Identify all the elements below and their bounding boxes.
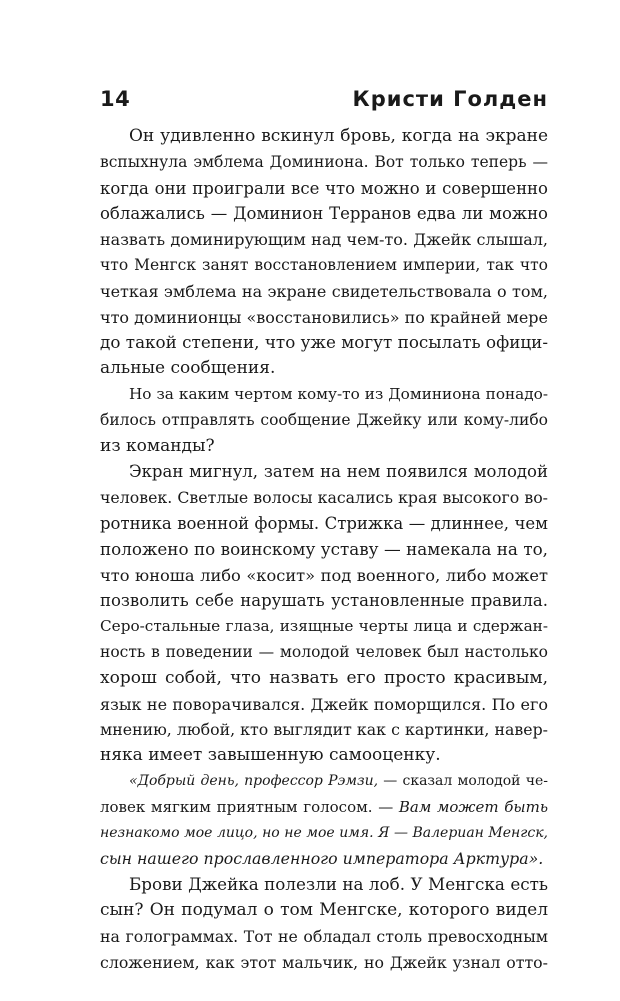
text-line: сын? Он подумал о том Менгске, которого видел — [100, 899, 548, 920]
text-line: назвать доминирующим над чем-то. Джейк слышал, — [100, 230, 548, 250]
text-line: Он удивленно вскинул бровь, когда на экране — [129, 126, 548, 146]
speech-roman: — сказал молодой че- — [378, 772, 548, 789]
page-number: 14 — [100, 87, 131, 111]
text-line: Серо-стальные глаза, изящные черты лица и сдержан- — [100, 617, 548, 636]
text-line: билось отправлять сообщение Джейку или кому-либо — [100, 410, 548, 429]
text-line: что Менгск занят восстановлением империи, так что — [100, 255, 548, 274]
text-line: облажались — Доминион Терранов едва ли можно — [100, 204, 548, 224]
text-line: на голограммах. Тот не обладал столь превосходным — [100, 926, 548, 946]
text-line: четкая эмблема на экране свидетельствовала о том, — [100, 281, 548, 301]
text-line: до такой степени, что уже могут посылать офици- — [100, 332, 548, 353]
speech-italic: «Добрый день, профессор Рэмзи, — [129, 772, 379, 789]
text-line: Брови Джейка полезли на лоб. У Менгска есть — [129, 874, 548, 895]
speech-italic: Вам может быть — [393, 797, 548, 816]
paragraph-1 — [100, 124, 548, 382]
text-line: Но за каким чертом кому-то из Доминиона понадо- — [129, 384, 548, 403]
running-head-author: Кристи Голден — [352, 87, 548, 111]
text-line: ротника военной формы. Стрижка — длиннее, чем — [100, 513, 548, 533]
text-line: незнакомо мое лицо, но не мое имя. Я — Валериан Менгск, — [100, 824, 548, 841]
text-line: человек. Светлые волосы касались края высокого во- — [100, 488, 548, 508]
text-line — [100, 795, 548, 821]
text-line: няка имеет завышенную самооценку. — [100, 745, 441, 766]
text-line: ность в поведении — молодой человек был настолько — [100, 642, 548, 661]
page-header — [100, 87, 548, 115]
body-text — [100, 124, 548, 975]
speech-roman: ловек мягким приятным голосом. — — [100, 797, 394, 816]
text-line: из команды? — [100, 435, 215, 456]
text-line: мнению, любой, кто выглядит как с картинки, навер- — [100, 720, 548, 740]
text-line: что юноша либо «косит» под военного, либо может — [100, 565, 548, 585]
text-line: позволить себе нарушать установленные правила. — [100, 591, 548, 611]
text-line: вспыхнула эмблема Доминиона. Вот только теперь — — [100, 152, 548, 171]
text-line — [100, 769, 548, 795]
text-line: когда они проиграли все что можно и совершенно — [100, 178, 548, 198]
text-line: что доминионцы «восстановились» по крайней мере — [100, 307, 548, 327]
text-line: хорош собой, что назвать его просто красивым, — [100, 667, 548, 688]
text-line: положено по воинскому уставу — намекала на то, — [100, 538, 548, 559]
text-line: Экран мигнул, затем на нем появился молодой — [129, 462, 548, 482]
text-line: сложением, как этот мальчик, но Джейк узнал отто- — [100, 952, 548, 972]
text-line: альные сообщения. — [100, 358, 276, 379]
text-line: сын нашего прославленного императора Арктура». — [100, 849, 544, 869]
paragraph-4-speech — [100, 769, 548, 872]
paragraph-3 — [100, 459, 548, 769]
paragraph-2 — [100, 382, 548, 459]
text-line: язык не поворачивался. Джейк поморщился. По его — [100, 694, 548, 714]
paragraph-5 — [100, 872, 548, 975]
